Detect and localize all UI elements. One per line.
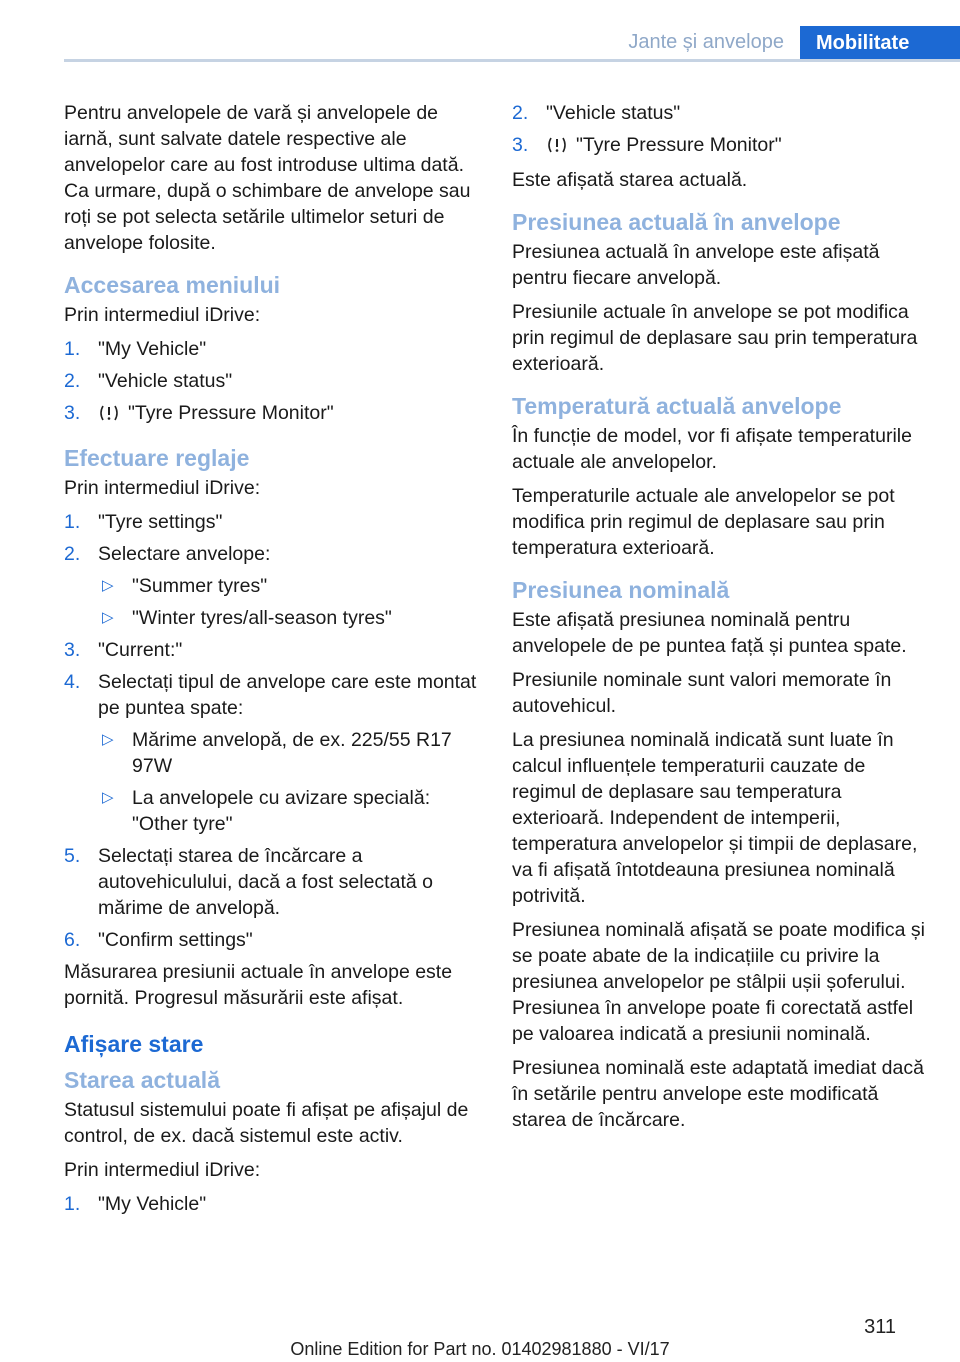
list-item: 3. "Tyre Pressure Monitor": [64, 400, 478, 429]
list-item: 2. Selectare anvelope: ▷ "Summer tyres" ▷ "Winter tyres/all-season tyres": [64, 541, 478, 631]
settings-result: Măsurarea presiunii actuale în anvelope este pornită. Progresul măsurării este afișat.: [64, 961, 453, 1009]
current-status-heading: Starea actuală: [64, 1067, 220, 1093]
list-item: 3. "Tyre Pressure Monitor": [512, 132, 932, 161]
sub-list-item: ▷ "Summer tyres": [102, 575, 268, 597]
list-item: 3. "Current:": [64, 639, 183, 661]
nominal-paragraph-5: Presiunea nominală este adaptată imediat dacă în setările pentru anvelope este modificată starea de încărcare.: [512, 1057, 924, 1131]
temperature-paragraph-2: Temperaturile actuale ale anvelopelor se pot modifica prin regimul de deplasare sau prin temperatura exterioară.: [512, 485, 895, 559]
list-item: 1. "Tyre settings": [64, 511, 223, 533]
settings-heading: Efectuare reglaje: [64, 445, 250, 471]
nominal-paragraph-4: Presiunea nominală afișată se poate modifica și se poate abate de la indicațiile cu privire la presiunea anvelopelor pe stâlpii ușii șoferului. Presiunea în anvelope poate fi corectată astfel pe valoarea indicată a presiunii nominală.: [512, 919, 925, 1045]
settings-steps: [64, 509, 478, 953]
intro-paragraph: Pentru anvelopele de vară și anvelopele de iarnă, sunt salvate datele respective ale anvelopelor care au fost introduse ultima dată. Ca urmare, după o schimbare de anvelope sau roți se pot selecta setările ultimelor seturi de anvelope folosite.: [64, 102, 471, 254]
pressure-paragraph-1: Presiunea actuală în anvelope este afișată pentru fiecare anvelopă.: [512, 241, 880, 289]
edition-footer: Online Edition for Part no. 01402981880 - VI/17: [290, 1339, 670, 1359]
triangle-bullet-icon: ▷: [102, 731, 114, 748]
sub-list-item: ▷ La anvelopele cu avizare specială: "Other tyre": [102, 787, 431, 835]
status-result: Este afișată starea actuală.: [512, 169, 748, 191]
status-heading: Afișare stare: [64, 1031, 204, 1057]
list-item: 4. Selectați tipul de anvelope care este montat pe puntea spate: ▷ Mărime anvelopă, de ex. 225/55 R17 97W ▷ La anvelopele cu avizare specială: "Other tyre": [64, 671, 477, 835]
list-item: 1. "My Vehicle": [64, 1193, 207, 1215]
section-tab[interactable]: Jante și anvelope: [628, 31, 784, 53]
triangle-bullet-icon: ▷: [102, 789, 114, 806]
page-header: [64, 26, 960, 62]
sub-list-item: ▷ "Winter tyres/all-season tyres": [102, 607, 392, 629]
menu-steps: [64, 336, 478, 429]
nominal-paragraph-2: Presiunile nominale sunt valori memorate în autovehicul.: [512, 669, 892, 717]
pressure-heading: Presiunea actuală în anvelope: [512, 209, 841, 235]
list-item: 2. "Vehicle status": [64, 370, 233, 392]
current-status-via: Prin intermediul iDrive:: [64, 1159, 261, 1181]
menu-via: Prin intermediul iDrive:: [64, 304, 261, 326]
menu-heading: Accesarea meniului: [64, 272, 281, 298]
status-steps-left: [64, 1191, 478, 1217]
sub-list-item: ▷ Mărime anvelopă, de ex. 225/55 R17 97W: [102, 729, 452, 777]
list-item: 1. "My Vehicle": [64, 338, 207, 360]
pressure-paragraph-2: Presiunile actuale în anvelope se pot modifica prin regimul de deplasare sau prin temperatura exterioară.: [512, 301, 918, 375]
current-status-text: Statusul sistemului poate fi afișat pe afișajul de control, de ex. dacă sistemul este activ.: [64, 1099, 469, 1147]
list-item: 6. "Confirm settings": [64, 929, 253, 951]
triangle-bullet-icon: ▷: [102, 609, 114, 626]
temperature-paragraph-1: În funcție de model, vor fi afișate temperaturile actuale ale anvelopelor.: [512, 425, 912, 473]
status-steps-right: [512, 100, 932, 161]
tyre-pressure-warning-icon: [546, 135, 568, 161]
left-column: [64, 100, 478, 1223]
nominal-paragraph-1: Este afișată presiunea nominală pentru anvelopele de pe puntea față și puntea spate.: [512, 609, 907, 657]
chapter-tab[interactable]: Mobilitate: [800, 26, 960, 62]
temperature-heading: Temperatură actuală anvelope: [512, 393, 842, 419]
tyre-pressure-warning-icon: [98, 403, 120, 429]
list-item: 2. "Vehicle status": [512, 102, 681, 124]
header-rule: [64, 59, 960, 62]
right-column: [512, 100, 932, 1141]
settings-via: Prin intermediul iDrive:: [64, 477, 261, 499]
page-number: 311: [864, 1316, 896, 1338]
nominal-heading: Presiunea nominală: [512, 577, 730, 603]
nominal-paragraph-3: La presiunea nominală indicată sunt luate în calcul influențele temperaturii cauzate de regimul de deplasare sau temperatura exterioară. Independent de intemperii, temperatura anvelopelor și timpii de deplasare, va fi afișată întotdeauna presiunea nominală potrivită.: [512, 729, 918, 907]
list-item: 5. Selectați starea de încărcare a autovehiculului, dacă a fost selectată o mărime de anvelopă.: [64, 845, 433, 919]
triangle-bullet-icon: ▷: [102, 577, 114, 594]
